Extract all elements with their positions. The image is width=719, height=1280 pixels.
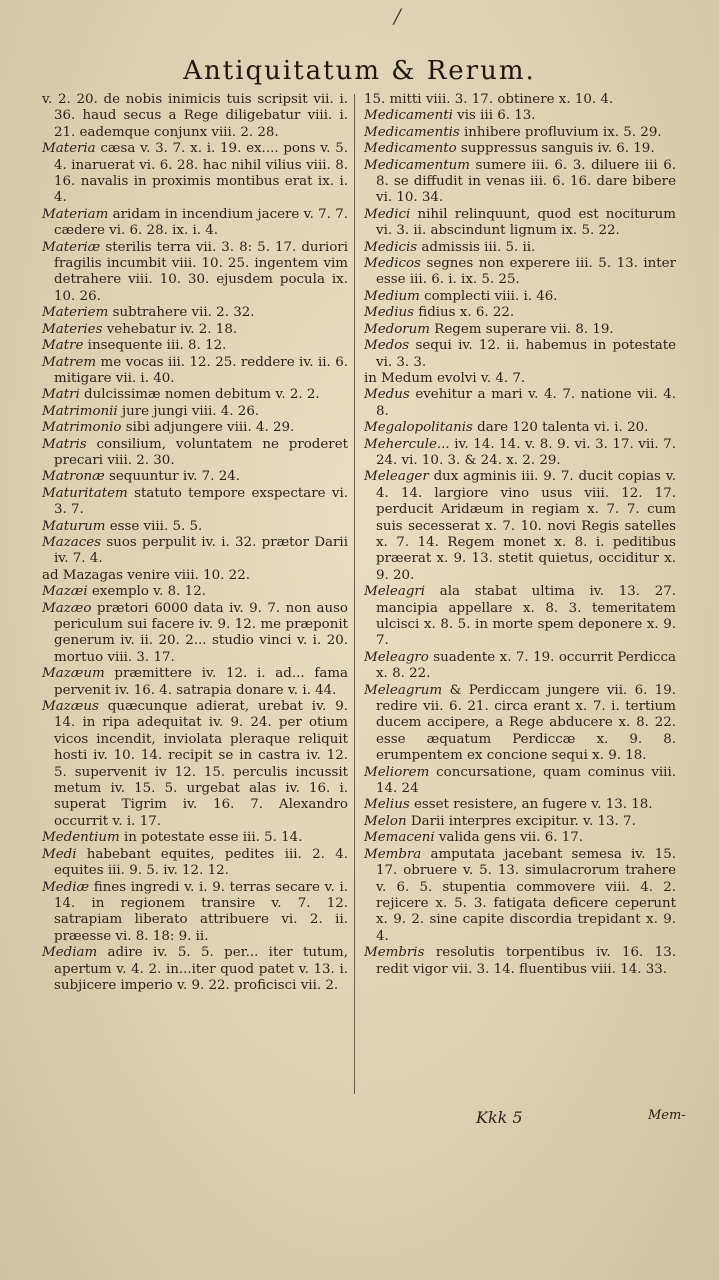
index-entry [364,92,676,108]
entry-references: segnes non experere iii. 5. 13. inter esse iii. 6. i. ix. 5. 25. [376,256,676,288]
entry-headword: Medentium [42,830,120,846]
entry-references: dux agminis iii. 9. 7. ducit copias v. 4. 14. largiore vino usus viii. 12. 17. perducit Aridæum in regiam x. 7. 7. cum suis secesserat x. 7. 10. novi Regis satelles x. 7. 14. Regem monet x. 8. i. peditibus præerat x. 9. 13. stetit quietus, occiditur x. 9. 20. [376,469,676,583]
entry-references: Regem superare vii. 8. 19. [430,321,614,337]
entry-headword: Membra [364,846,422,862]
entry-references: dare 120 talenta vi. i. 20. [472,420,649,436]
index-entry [42,486,348,519]
entry-headword: Mazæum [42,666,105,682]
entry-references: & Perdiccam jungere vii. 6. 19. redire vii. 6. 21. circa erant x. 7. i. tertium ducem accipere, a Rege abducere x. 8. 22. esse æquatum Perdiccæ x. 9. 8. erumpentem ex concione sequi x. 9. 18. [376,682,676,764]
right-column [364,92,676,978]
entry-headword: Matri [42,387,80,403]
entry-references: vehebatur iv. 2. 18. [102,321,238,337]
entry-headword: Matrem [42,354,97,370]
index-entry [364,437,676,470]
entry-headword: Medicis [364,239,418,255]
entry-headword: Melon [364,813,407,829]
index-entry [364,141,676,157]
index-entry [364,945,676,978]
entry-headword: Meleager [364,469,429,485]
entry-headword: Materiæ [42,239,101,255]
entry-references: inhibere profluvium ix. 5. 29. [459,124,662,140]
entry-headword: Medium [364,288,420,304]
index-entry [364,338,676,371]
entry-headword: Matrimonii [42,403,118,419]
entry-references: vis iii 6. 13. [452,108,536,124]
index-entry [42,207,348,240]
index-entry [42,92,348,141]
entry-references: jure jungi viii. 4. 26. [117,403,260,419]
index-entry [42,305,348,321]
index-entry [364,420,676,436]
index-entry [364,584,676,650]
signature-mark: Kkk 5 [476,1108,523,1127]
entry-references: esse viii. 5. 5. [105,518,203,534]
entry-references: aridam in incendium jacere v. 7. 7. cædere vi. 6. 28. ix. i. 4. [54,206,348,239]
entry-headword: Maturitatem [42,485,128,501]
index-entry [42,601,348,667]
entry-references: iv. 14. 14. v. 8. 9. vi. 3. 17. vii. 7. 24. vi. 10. 3. & 24. x. 2. 29. [376,436,676,468]
entry-headword: Mehercule... [364,436,450,452]
entry-headword: Matronæ [42,469,105,485]
entry-headword: Materiam [42,206,109,222]
entry-references: me vocas iii. 12. 25. reddere iv. ii. 6. mitigare vii. i. 40. [54,354,348,386]
index-entry [364,322,676,338]
entry-headword: Matre [42,338,84,354]
entry-headword: Medicamentum [364,157,470,173]
index-entry [42,141,348,207]
entry-references: 15. mitti viii. 3. 17. obtinere x. 10. 4. [364,92,614,107]
entry-references: sequuntur iv. 7. 24. [104,469,241,485]
entry-references: Darii interpres excipitur. v. 13. 7. [406,813,636,829]
page-header-title: Antiquitatum & Rerum. [183,56,536,86]
entry-references: esset resistere, an fugere v. 13. 18. [409,797,653,813]
entry-references: sumere iii. 6. 3. diluere iii 6. 8. se diffudit in venas iii. 6. 16. dare bibere vi. 10. 34. [376,157,676,206]
entry-headword: Medici [364,206,411,222]
entry-headword: Meleagrum [364,682,443,698]
entry-headword: Medicamento [364,141,457,157]
index-entry [42,666,348,699]
entry-headword: Matrimonio [42,420,122,436]
index-entry [42,437,348,470]
entry-references: concursatione, quam cominus viii. 14. 24 [376,764,676,797]
entry-references: sterilis terra vii. 3. 8: 5. 17. duriori fragilis incumbit viii. 10. 25. ingentem vim detrahere viii. 10. 30. ejusdem pocula ix. 10. 26. [54,239,348,304]
index-entry [364,371,676,387]
index-entry [42,880,348,946]
entry-references: prætori 6000 data iv. 9. 7. non auso periculum sui facere iv. 9. 12. me præponit generum iv. ii. 20. 2... studio vinci v. i. 20. mortuo viii. 3. 17. [54,600,348,665]
entry-headword: Mazæi [42,584,88,600]
entry-references: subtrahere vii. 2. 32. [108,305,255,321]
entry-headword: Membris [364,945,425,961]
index-entry [42,322,348,338]
entry-references: consilium, voluntatem ne proderet precari viii. 2. 30. [54,436,348,468]
entry-headword: Materies [42,321,103,337]
entry-references: suos perpulit iv. i. 32. prætor Darii iv. 7. 4. [54,534,348,567]
entry-headword: Materia [42,141,96,157]
entry-references: præmittere iv. 12. i. ad... fama pervenit iv. 16. 4. satrapia donare v. i. 44. [54,666,348,698]
entry-references: complecti viii. i. 46. [419,288,558,304]
index-entry [364,387,676,420]
index-entry [42,355,348,388]
column-divider [354,94,355,1094]
index-entry [42,338,348,354]
entry-references: ala stabat ultima iv. 13. 27. mancipia appellare x. 8. 3. temeritatem ulcisci x. 8. 5. in morte spem deponere x. 9. 7. [376,584,676,649]
index-entry [42,420,348,436]
entry-headword: Medicamentis [364,124,460,140]
index-entry [364,683,676,765]
index-entry [364,814,676,830]
entry-references: fines ingredi v. i. 9. terras secare v. i. 14. in regionem transire v. 7. 12. satrapiam liberato attribuere vi. 2. ii. præesse vi. 8. 18: 9. ii. [54,879,348,944]
entry-headword: Medicos [364,256,421,272]
entry-references: admissis iii. 5. ii. [417,239,536,255]
index-entry [364,305,676,321]
entry-headword: Mazaces [42,534,102,550]
entry-references: sibi adjungere viii. 4. 29. [121,420,295,436]
entry-headword: Mediæ [42,879,90,895]
entry-references: valida gens vii. 6. 17. [434,830,584,846]
entry-references: fidius x. 6. 22. [414,305,515,321]
index-entry [364,158,676,207]
index-entry [42,830,348,846]
index-entry [42,387,348,403]
entry-references: suppressus sanguis iv. 6. 19. [456,141,655,157]
entry-headword: Melius [364,797,410,813]
entry-headword: Materiem [42,305,109,321]
index-entry [364,847,676,945]
entry-headword: Medos [364,338,410,354]
index-entry [42,699,348,830]
entry-references: ad Mazagas venire viii. 10. 22. [42,567,250,583]
index-entry [364,240,676,256]
index-entry [42,469,348,485]
entry-headword: Megalopolitanis [364,420,473,436]
entry-references: suadente x. 7. 19. occurrit Perdicca x. 8. 22. [376,649,676,682]
index-entry [364,765,676,798]
index-entry [364,650,676,683]
index-entry [42,519,348,535]
entry-references: exemplo v. 8. 12. [87,584,206,600]
index-entry [42,847,348,880]
entry-headword: Matris [42,436,87,452]
entry-references: sequi iv. 12. ii. habemus in potestate vi. 3. 3. [376,338,676,370]
folio-mark: / [394,4,401,28]
index-entry [364,289,676,305]
entry-references: statuto tempore exspectare vi. 3. 7. [54,485,348,518]
entry-headword: Memaceni [364,830,435,846]
index-entry [42,240,348,306]
entry-headword: Medorum [364,321,430,337]
entry-headword: Medi [42,846,77,862]
entry-references: amputata jacebant semesa iv. 15. 17. obruere v. 5. 13. simulacrorum trahere v. 6. 5. stupentia commovere viii. 4. 2. rejicere x. 5. 3. fatigata deficere ceperunt x. 9. 2. sine capite discordia trepidant x. 9. 4. [376,846,676,944]
index-entry [42,404,348,420]
index-entry [364,797,676,813]
entry-headword: Meleagri [364,584,426,600]
index-entry [364,469,676,584]
entry-references: quæcunque adierat, urebat iv. 9. 14. in ripa adequitat iv. 9. 24. per otium vicos incendit, inviolata pleraque reliquit hosti iv. 10. 14. recipit se in castra iv. 12. 5. supervenit iv 12. 15. perculis incussit metum iv. 15. 5. urgebat alas iv. 16. i. superat Tigrim iv. 16. 7. Alexandro occurrit v. i. 17. [54,699,348,829]
entry-references: in potestate esse iii. 5. 14. [119,830,303,846]
entry-references: adire iv. 5. 5. per... iter tutum, apertum v. 4. 2. in...iter quod patet v. 13. i. subjicere imperio v. 9. 22. proficisci vii. 2. [54,945,348,993]
entry-references: habebant equites, pedites iii. 2. 4. equites iii. 9. 5. iv. 12. 12. [54,846,348,879]
entry-headword: Medus [364,387,410,403]
entry-references: v. 2. 20. de nobis inimicis tuis scripsit vii. i. 36. haud secus a Rege diligebatur viii. i. 21. eademque conjunx viii. 2. 28. [42,92,348,140]
index-entry [364,125,676,141]
left-column [42,92,348,994]
entry-references: cæsa v. 3. 7. x. i. 19. ex.... pons v. 5. 4. inaruerat vi. 6. 28. hac nihil vilius viii. 8. 16. navalis in proximis montibus erat ix. i. 4. [54,141,348,206]
index-entry [42,568,348,584]
entry-references: in Medum evolvi v. 4. 7. [364,370,526,386]
index-entry [364,256,676,289]
entry-references: resolutis torpentibus iv. 16. 13. redit vigor vii. 3. 14. fluentibus viii. 14. 33. [376,945,676,977]
entry-headword: Meliorem [364,764,430,780]
entry-references: nihil relinquunt, quod est nociturum vi. 3. ii. abscindunt lignum ix. 5. 22. [376,206,676,239]
index-entry [364,207,676,240]
index-entry [364,108,676,124]
index-entry [42,584,348,600]
entry-headword: Maturum [42,518,106,534]
entry-references: insequente iii. 8. 12. [83,338,227,354]
entry-headword: Meleagro [364,649,429,665]
entry-references: evehitur a mari v. 4. 7. natione vii. 4. 8. [376,387,676,419]
index-entry [42,945,348,994]
entry-headword: Mazæo [42,600,92,616]
index-entry [364,830,676,846]
entry-headword: Mediam [42,945,98,961]
index-entry [42,535,348,568]
entry-headword: Medius [364,305,414,321]
entry-references: dulcissimæ nomen debitum v. 2. 2. [79,387,320,403]
entry-headword: Mazæus [42,699,99,715]
catchword: Mem- [648,1108,686,1123]
entry-headword: Medicamenti [364,108,453,124]
